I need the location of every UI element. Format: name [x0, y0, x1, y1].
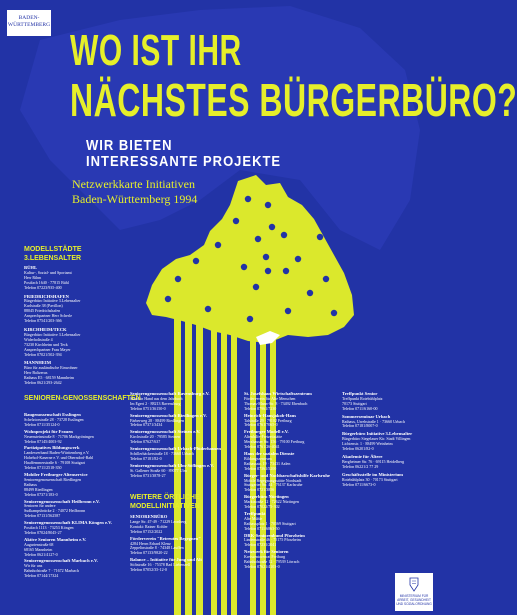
list-item-line: Rotebühlplatz 30 · 70173 Stuttgart — [342, 476, 398, 482]
list-item-line: Marktstraße 12 · 72622 Nürtingen — [244, 499, 299, 505]
list-item-line: Hohehof-Kaserne e.V. und Oberndorf-Bahl — [24, 455, 94, 461]
map-dot — [295, 256, 301, 262]
list-item-line: St. Gallener Straße 60 · 89077 Ulm — [130, 467, 187, 473]
list-item — [130, 392, 230, 412]
list-item-line: Telefon 07181/8007-0 — [342, 423, 378, 429]
list-item-name: Akademie für Ältere — [342, 453, 383, 459]
map-dot — [255, 236, 261, 242]
list-item-line: Ansprechpartner Herr Scherle — [24, 313, 72, 319]
list-item-name: St. Josefshaus Wirtschaftszentrum — [244, 391, 312, 396]
list-item-line: Färberweg 28 · 88499 Riedlingen — [130, 417, 184, 423]
section-senior-cooperatives: SENIOREN-GENOSSENSCHAFTEN — [24, 395, 141, 402]
map-dot — [317, 234, 323, 240]
list-item-line: Bürgerbüro Initiative 3.Lebensalter — [24, 331, 81, 337]
list-item — [244, 414, 340, 429]
list-item-line: Telefon 06201/82-0 — [342, 446, 374, 452]
list-item-line: Neuensteinstraße 8 · 71706 Markgröningen — [24, 433, 94, 439]
list-item-line: Telefon 07541/203-366 — [24, 318, 62, 324]
list-item-name: DRK-Seniorenbund Pforzheim — [244, 532, 305, 538]
list-item-line: Rathaus — [24, 481, 37, 487]
list-item-line: 68165 Mannheim — [24, 546, 53, 552]
list-item-line: Telefon 0711/6160-00 — [342, 405, 378, 411]
list-item-name: Freiburger Modell e.V. — [244, 429, 289, 435]
map-dot — [269, 224, 275, 230]
list-item — [244, 495, 340, 510]
list-item-name: Aktive Senioren Mannheim e.V. — [24, 536, 87, 542]
list-item-name: Netzwerk für Senioren — [244, 549, 289, 555]
list-item — [130, 414, 230, 429]
list-item-line: Lange Str. 47-49 · 71229 Leonberg — [130, 518, 187, 524]
map-dot — [285, 308, 291, 314]
list-item-line: 88045 Friedrichshafen — [24, 308, 61, 314]
list-item — [24, 521, 136, 536]
list-item-line: Merzhauser Str. 156 · 79100 Freiburg — [244, 439, 305, 445]
list-item-line: Karlstraße 38 (Pavillon) — [24, 303, 63, 309]
list-item-name: Seniorengenossenschaft Ravensburg e.V. — [130, 391, 210, 396]
map-dot — [281, 232, 287, 238]
list-item — [244, 534, 340, 549]
list-item-name: Balance – Initiative für Jung und Alt — [130, 557, 202, 563]
list-item-name: Haus der sozialen Dienste — [244, 450, 295, 456]
list-item-line: Bürgerbüro Siegelauer Kir. Stadt Villingen — [342, 436, 411, 442]
list-item — [24, 430, 136, 445]
section-model-cities: MODELLSTÄDTE 3.LEBENSALTER — [24, 246, 82, 262]
map-dot — [215, 242, 221, 248]
list-item-name: Geschäftsstelle im Ministerium — [342, 471, 403, 477]
list-item-name: Sommerseminar Urbach — [342, 413, 391, 419]
list-item-line: Kultur-, Sozial- und Sportamt — [24, 269, 72, 275]
list-item-line: Im Egert 2 · 88213 Ravensburg — [130, 400, 181, 406]
map-dot — [283, 268, 289, 274]
list-item-line: Bahnhofstraße 7 · 71672 Marbach — [24, 568, 79, 574]
list-item-line: Lindenstraße 46 · 75175 Pforzheim — [244, 537, 301, 543]
list-item-line: Widerholtstraße 4 — [24, 336, 53, 342]
ministry-name: MINISTERIUM FÜR ARBEIT, GESUNDHEIT UND SOZIALORDNUNG — [396, 594, 432, 606]
subtitle-line-1: WIR BIETEN — [86, 137, 173, 154]
map-dot — [245, 196, 251, 202]
list-item-name: Bürgerbüro Initiative 3.Lebensalter — [342, 431, 413, 437]
list-item-line: Stiftstraße 16 · 75378 Bad Liebenzell — [130, 562, 191, 568]
list-item-name: KIRCHHEIM/TECK — [24, 326, 67, 332]
list-item-line: Telefon 0711/35124-0 — [24, 421, 60, 427]
list-item-line: Bürgerbüro Initiative 3.Lebensalter — [24, 298, 81, 304]
map-dot — [263, 254, 269, 260]
list-item-line: Kirchstraße 20 · 79585 Steinen — [130, 434, 180, 440]
list-item-line: Büro für ausländische Einwohner — [24, 365, 78, 371]
list-item — [342, 415, 434, 430]
subtitle-line-2: INTERESSANTE PROJEKTE — [86, 153, 282, 170]
list-item-line: Telefon 07361/5200 — [244, 465, 277, 471]
list-item-name: Bürgerbüro Nürtingen — [244, 494, 289, 500]
list-item-name: Bürger- und Nachbarschaftshilfe Karlsruhe — [244, 472, 330, 478]
title-line-1: WO IST IHR — [70, 27, 242, 75]
list-item-line: Landesverband Baden-Württemberg e.V. — [24, 450, 90, 456]
list-item-line: Telefon 06221/2 77 29 — [342, 463, 379, 469]
list-item-line: Telefon 0711/2518-350 — [24, 465, 62, 471]
list-item — [24, 266, 132, 291]
list-item — [130, 447, 230, 462]
list-item-line: Augartenstraße 68 — [24, 541, 54, 547]
map-dot — [175, 276, 181, 282]
list-item-line: 70173 Stuttgart — [342, 400, 367, 406]
senior-cooperatives-list — [24, 413, 136, 581]
list-item-line: Kreisseniorenrat Freiburg — [244, 554, 286, 560]
list-item — [24, 295, 132, 324]
map-dot — [265, 202, 271, 208]
list-item — [130, 430, 230, 445]
list-item — [342, 392, 434, 412]
list-item-line: Telefon 07144/17324 — [24, 573, 59, 579]
list-item-name: Mobiler Freiburger Altenservice — [24, 471, 88, 477]
list-item — [130, 558, 230, 573]
list-item-line: Telefon 07223/935-400 — [24, 284, 62, 290]
list-item-line: Telefon 07371/183-0 — [24, 491, 58, 497]
list-item-name: Baugenossenschaft Esslingen — [24, 412, 81, 417]
column-4-list — [342, 392, 434, 490]
list-item-line: Senioren für andere — [24, 503, 56, 509]
list-item-line: Telefon 0711/6863-50 — [244, 525, 280, 531]
list-item-line: Mobile Begegnungsstätte Nordstadt — [244, 477, 302, 483]
list-item-line: Thomas-Mann-Str. 8 · 73492 Ebenbach — [244, 400, 308, 406]
list-item — [342, 455, 434, 470]
list-item — [244, 550, 340, 570]
map-dot — [241, 264, 247, 270]
map-dot — [253, 284, 259, 290]
list-item-line: Telefon 07627/637 — [130, 439, 161, 445]
map-dot — [307, 290, 313, 296]
list-item — [244, 512, 340, 532]
list-item-name: SENIORENBÜRO — [130, 514, 168, 519]
list-item-name: FRIEDRICHSHAFEN — [24, 293, 69, 299]
list-item-line: Postfach 1113 · 73253 Köngen — [24, 525, 74, 531]
section-further-initiatives: WEITERE ÖRTLICHE MODELLINITIATIVEN — [130, 494, 200, 510]
list-item-line: Telefon 07961/7230 — [244, 405, 277, 411]
list-item-name: Seniorengenossenschaft KLIMA Köngen e.V. — [24, 520, 113, 526]
list-item-name: Treffpunkt Senior — [342, 391, 378, 396]
list-item-line: Ansprechpartner Frau Mayer — [24, 346, 71, 352]
list-item-line: Telefon 07052/35-12-0 — [130, 567, 167, 573]
list-item-line: 73230 Kirchheim und Teck — [24, 341, 68, 347]
list-item-line: Schelztorstraße 28 · 73728 Esslingen — [24, 416, 84, 422]
list-item-line: Telefon 0731/3878-27 — [130, 472, 166, 478]
list-item — [24, 413, 136, 428]
list-item-line: Bildungszentrum — [244, 455, 272, 461]
map-dot — [265, 268, 271, 274]
list-item-name: BÜHL — [24, 265, 38, 270]
state-map — [138, 175, 368, 360]
title-line-2: NÄCHSTES BÜRGERBÜRO? — [70, 74, 517, 127]
list-item-name: Seniorengenossenschaft Marbach e.V. — [24, 558, 98, 564]
map-dot — [193, 258, 199, 264]
list-item-line: Sudkampsbrücke 2 · 74072 Heilbronn — [24, 508, 86, 514]
list-item-name: Partizipatives Bildungswerk — [24, 445, 80, 451]
list-item — [24, 559, 136, 579]
list-item — [244, 452, 340, 472]
list-item-line: Telefon 07181/82-0 — [130, 455, 162, 461]
list-item — [130, 464, 230, 479]
list-item-name: Seniorengenossenschaft Ulm-Söflingen e.V. — [130, 462, 215, 468]
list-item — [244, 392, 340, 412]
list-item-line: Lichtenstr. 1 · 88499 Weinheim — [342, 441, 393, 447]
list-item-line: Alte Mühle — [244, 515, 263, 521]
further-initiatives-list — [130, 515, 230, 575]
list-item — [24, 328, 132, 357]
list-item — [24, 473, 136, 498]
list-item — [342, 432, 434, 452]
model-cities-list — [24, 266, 132, 390]
list-item-line: Stand in Hand aus dem Jahrbuch — [130, 395, 183, 401]
list-item-line: 4284 Herrn Erhard Klenz — [130, 540, 171, 546]
list-item-line: Bergheimer Str. 76 · 69115 Heidelberg — [342, 458, 405, 464]
list-item-line: Telefon 0761/7065-0 — [244, 422, 278, 428]
map-dot — [205, 306, 211, 312]
column-3-list — [244, 392, 340, 572]
list-item-line: Telefon 07371/3434 — [130, 422, 163, 428]
list-item-line: Bahnhofstraße 12 · 79539 Lörrach — [244, 559, 300, 565]
list-item-line: Telefon 07621/4103-0 — [244, 564, 280, 569]
list-item-line: Kontakt: Rainer Kohler — [130, 523, 168, 529]
list-item-line: Telefon 07231/2041 — [244, 542, 277, 548]
list-item-name: Treffpunkt — [244, 510, 266, 516]
list-item-line: Förderverein für Alte Menschen — [244, 395, 296, 401]
list-item — [24, 446, 136, 471]
list-item-line: Altenhilfe-Freizeitstätte — [244, 434, 283, 440]
list-item-line: Telefon 07021/502-394 — [24, 351, 62, 357]
list-item — [244, 430, 340, 450]
list-item-name: Seniorengenossenschaft Urbach-Plüderhausen — [130, 446, 221, 452]
list-item — [342, 473, 434, 488]
list-item-name: Heinrich-Hansjakob-Haus — [244, 412, 297, 418]
list-item-line: Rathausplatz 1 · 70569 Stuttgart — [244, 520, 296, 526]
list-item-line: Telefon 07024/8045-27 — [24, 529, 62, 535]
list-item-line: Telefon 0721/3856 — [244, 487, 275, 493]
list-item-name: Förderverein "Betreutes Begegnen" — [130, 535, 201, 541]
list-item-line: Stuttgarter Str. 44 · 76137 Karlsruhe — [244, 482, 303, 488]
network-title-line-1: Netzwerkkarte Initiativen — [72, 177, 195, 191]
list-item-line: Herr Rihm — [24, 274, 42, 280]
list-item-line: Telefon 07152/2022 — [130, 528, 163, 534]
list-item-line: Rathaus E5 · 68159 Mannheim — [24, 375, 74, 381]
list-item-name: Seniorengenossenschaft Riedlingen e.V. — [130, 412, 207, 418]
list-item-line: Telefon 0761/26-4041 — [244, 444, 280, 450]
list-item-line: Telefon 07131/562587 — [24, 513, 61, 519]
list-item — [24, 538, 136, 558]
list-item-line: Telefon 07145/4003-92 — [24, 438, 62, 444]
list-item-name: Wohnprojekt für Frauen — [24, 428, 73, 434]
list-item-line: Telefon 0751/36150-0 — [130, 405, 166, 411]
list-item-name: MANNHEIM — [24, 360, 52, 366]
list-item-line: Herr Baltzerus — [24, 370, 48, 376]
ministry-logo — [395, 573, 433, 611]
list-item-line: Telefon 07022/75-302 — [244, 504, 280, 510]
column-2-list — [130, 392, 230, 481]
list-item-line: Telefon 0711/6673-0 — [342, 481, 376, 487]
list-item — [130, 515, 230, 535]
list-item-line: Postfach 1640 · 77815 Bühl — [24, 279, 69, 285]
state-badge: BADEN-WÜRTTEMBERG — [7, 10, 51, 36]
map-dot — [233, 218, 239, 224]
list-item-line: Hauffemmerstraße 6 · 79108 Stuttgart — [24, 460, 86, 466]
list-item-line: Telefon 07133/9820-22 — [130, 550, 168, 556]
map-dot — [247, 316, 253, 322]
list-item-name: Seniorengenossenschaft Heilbronn e.V. — [24, 498, 100, 504]
list-item — [130, 537, 230, 557]
list-item-line: 88499 Riedlingen — [24, 486, 53, 492]
list-item-line: Rathausstr. 19 · 73431 Aalen — [244, 460, 291, 466]
list-item — [24, 500, 136, 520]
list-item-line: Schillerhäckerstraße 18 · 73660 Urbach — [130, 450, 194, 456]
list-item-line: Talstraße 29 · 79102 Freiburg — [244, 417, 292, 423]
list-item-line: Rathaus, Urrehstraße 1 · 73660 Urbach — [342, 418, 405, 424]
list-item-name: Seniorengenossenschaft Steinen e.V. — [130, 429, 201, 435]
crest-icon — [409, 577, 419, 591]
map-dot — [165, 296, 171, 302]
list-item — [244, 474, 340, 494]
list-item-line: Telefon 0621/4127-0 — [24, 551, 58, 557]
list-item — [24, 361, 132, 386]
map-dot — [323, 276, 329, 282]
list-item-line: Zeppelinstraße 8 · 74348 Lauffen — [130, 545, 184, 551]
list-item-line: Telefon 0621/293-2642 — [24, 380, 62, 386]
network-title-line-2: Baden-Württemberg 1994 — [72, 192, 198, 206]
list-item-line: Treffpunkt Rotebühlplatz — [342, 395, 383, 401]
map-dot — [331, 310, 337, 316]
list-item-line: Seniorengenossenschaft Riedlingen — [24, 476, 81, 482]
list-item-line: Wir für uns — [24, 563, 43, 569]
